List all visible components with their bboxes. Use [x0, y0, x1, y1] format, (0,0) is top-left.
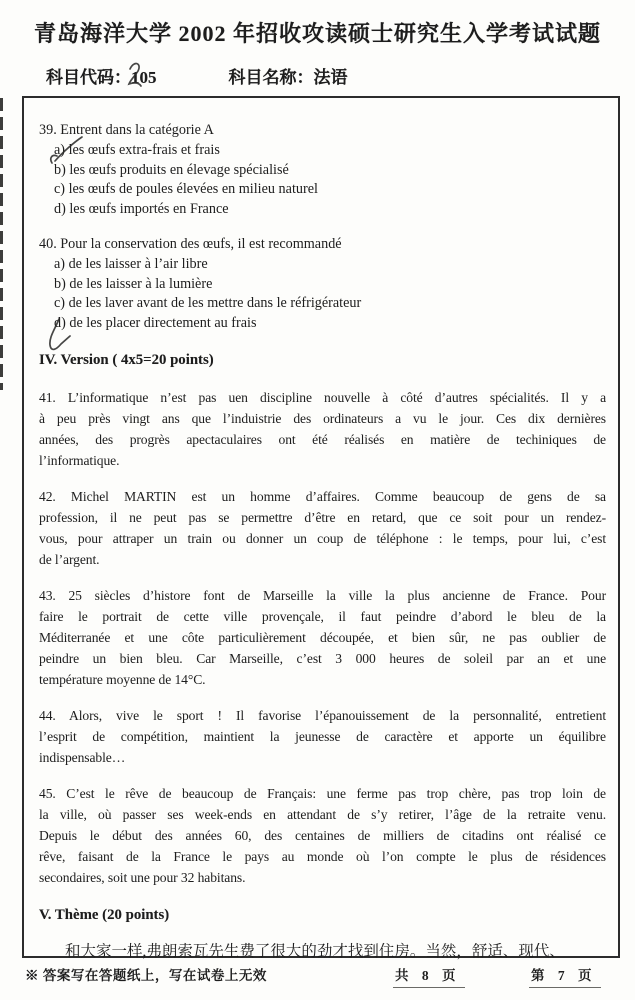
option-40-b-label: b) de les laisser à la lumière: [54, 275, 213, 292]
text-line: 45. C’est le rêve de beaucoup de Français: une ferme pas trop chère, pas trop loin de: [39, 786, 606, 801]
option-40-d: [54, 314, 606, 334]
text-line: vous, pour attraper un train ou donner un coup de téléphone : le temps, pour lui, c’est: [39, 531, 606, 546]
option-40-b: [54, 275, 606, 295]
paragraph-41: [39, 387, 606, 471]
section-4-heading: IV. Version ( 4x5=20 points): [39, 352, 214, 368]
option-39-a: [54, 141, 606, 161]
text-line: à peu près vingt ans que l’induistrie des ordinateurs a vu le jour. Ces dix dernières: [39, 411, 606, 426]
subject-code-value: 105: [131, 68, 157, 88]
total-pages: 共 8 页: [393, 964, 465, 988]
text-line: Depuis le début des années 60, des centaines de milliers de citadins ont réalisé ce: [39, 828, 606, 843]
option-40-a-label: a) de les laisser à l’air libre: [54, 256, 208, 272]
text-line: années, des progrès apectaculaires ont été réalisés en matière de techiniques de: [39, 432, 606, 447]
text-line: Méditerranée et une côte particulièrement découpée, et bien sûr, ne pas oublier de: [39, 630, 606, 645]
text-line: indispensable…: [39, 750, 126, 765]
question-40-options: [39, 255, 606, 333]
theme-chinese-line: 和大家一样,弗朗索瓦先生费了很大的劲才找到住房。当然，舒适、现代、: [65, 943, 565, 960]
option-39-d-label: d) les œufs importés en France: [54, 200, 229, 217]
question-39: [39, 120, 606, 219]
text-line: l’informatique.: [39, 453, 120, 468]
subject-name-value: 法语: [313, 68, 348, 87]
subject-name-label: 科目名称：: [228, 68, 314, 87]
option-39-b: [54, 161, 606, 181]
text-line: 42. Michel MARTIN est un homme d’affaires. Comme beaucoup de gens de sa: [39, 489, 606, 504]
question-40-stem: 40. Pour la conservation des œufs, il est recommandé: [39, 236, 342, 252]
text-line: faire le portrait de cette ville provençale, il faut peindre d’abord le bleu de la: [39, 609, 606, 624]
page-footer: [25, 962, 631, 992]
text-line: secondaires, soit une pour 32 habitans.: [39, 870, 246, 885]
subject-code-field: [46, 63, 157, 88]
text-line: 43. 25 siècles d’histore font de Marseille la ville la plus ancienne de France. Pour: [39, 588, 606, 603]
exam-content-box: [22, 96, 620, 958]
paragraph-43: [39, 585, 606, 690]
text-line: 41. L’informatique n’est pas uen discipline nouvelle à côté d’autres spécialités. Il y a: [39, 390, 606, 405]
text-line: température moyenne de 14°C.: [39, 672, 206, 687]
scan-edge-artifact: [0, 98, 3, 390]
question-40: [39, 234, 606, 333]
paragraph-44: [39, 705, 606, 768]
subject-row: [0, 63, 635, 88]
option-40-c-label: c) de les laver avant de les mettre dans le réfrigérateur: [54, 295, 362, 311]
option-40-d-label: d) de les placer directement au frais: [54, 314, 257, 331]
question-39-options: [39, 141, 606, 219]
page-title: 青岛海洋大学 2002 年招收攻读硕士研究生入学考试试题: [33, 21, 601, 46]
text-line: la ville, où passer ses week-ends en attendant de s’y retirer, l’âge de la retraite venu.: [39, 807, 606, 822]
option-40-a: [54, 255, 606, 275]
paragraph-45: [39, 783, 606, 888]
text-line: rêve, faisant de la France le pays au monde où l’on compte le plus de résidences: [39, 849, 606, 864]
option-39-a-label: a) les œufs extra-frais et frais: [54, 142, 220, 158]
subject-name-field: [229, 63, 348, 88]
option-39-d: [54, 200, 606, 220]
option-40-c: [54, 294, 606, 314]
subject-code-label: 科目代码：: [46, 68, 131, 87]
option-39-b-label: b) les œufs produits en élevage spécialisé: [54, 161, 289, 178]
question-39-stem: 39. Entrent dans la catégorie A: [39, 122, 214, 138]
paragraph-42: [39, 486, 606, 570]
text-line: l’esprit de compétition, maintient la jeunesse de caractère et apporte un équilibre: [39, 729, 606, 744]
option-39-c-label: c) les œufs de poules élevées en milieu naturel: [54, 181, 318, 197]
text-line: profession, il ne peut pas se permettre d’être en retard, que ce soit pour un rendez-: [39, 510, 606, 525]
current-page: 第 7 页: [529, 964, 601, 988]
text-line: peindre un bien bleu. Car Marseille, c’est 3 000 heures de soleil par an et une: [39, 651, 606, 666]
text-line: de l’argent.: [39, 552, 100, 567]
option-39-c: [54, 180, 606, 200]
answer-sheet-note: ※ 答案写在答题纸上，写在试卷上无效: [25, 968, 267, 983]
text-line: 44. Alors, vive le sport ! Il favorise l’épanouissement de la personnalité, entretient: [39, 708, 606, 723]
section-5-heading: V. Thème (20 points): [39, 907, 170, 923]
